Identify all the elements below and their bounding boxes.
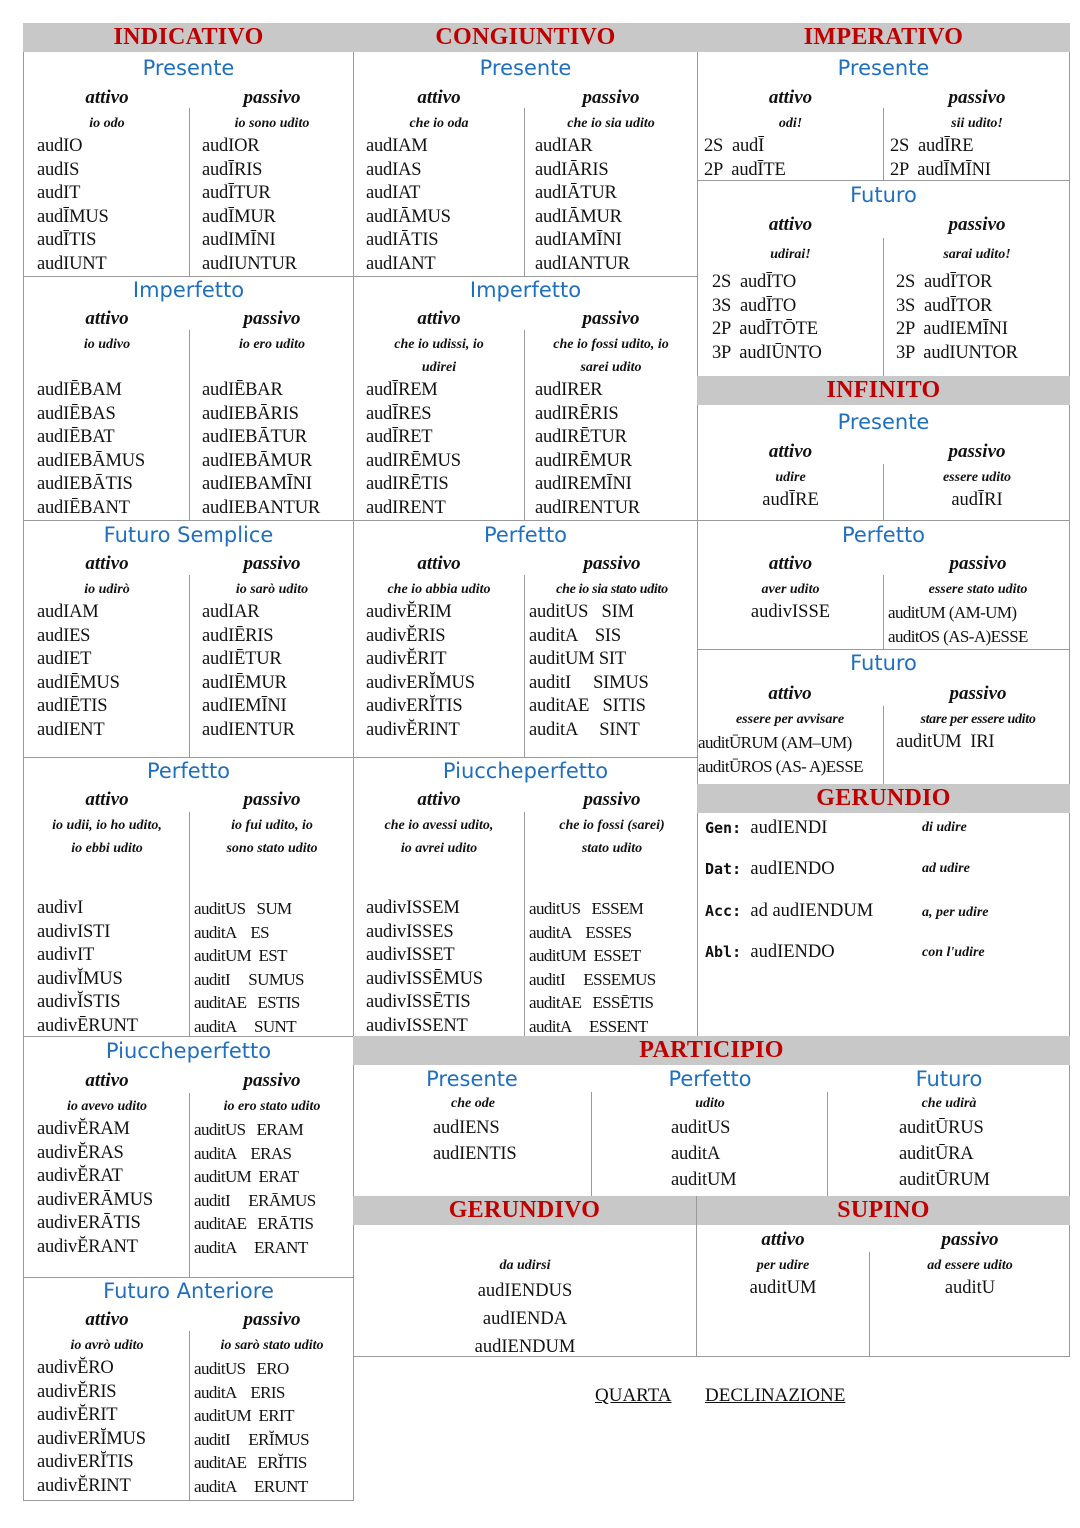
- gerundio-translation: ad udire: [922, 861, 970, 876]
- cong-presente-passivo-forms: audIAR audIĀRIS audIĀTUR audIĀMUR audIAMĪNI audIANTUR: [535, 136, 630, 274]
- ind-piucche-passivo-translation: io ero stato udito: [223, 1099, 321, 1114]
- cong-imperfetto-passivo-forms: audIRER audIRĒRIS audIRĒTUR audIRĒMUR audIREMĪNI audIRENTUR: [535, 380, 640, 518]
- ind-presente-attivo: [27, 84, 187, 276]
- gerundio-form: ad audIENDUM: [750, 901, 874, 921]
- imp-futuro-passivo-forms: 2S audĪTOR 3S audĪTOR 2P audIEMĪNI 3P audIUNTOR: [896, 272, 1018, 363]
- attivo-label: attivo: [85, 789, 129, 810]
- divider: [189, 575, 190, 757]
- ind-perfetto-attivo-forms: audivI audivISTI audivIT audivĬMUS audivĬSTIS audivĒRUNT: [37, 898, 138, 1036]
- gerundio-case-label: Acc:: [705, 902, 742, 920]
- ind-presente-title: Presente: [142, 56, 235, 80]
- divider: [23, 1036, 354, 1037]
- part-presente-title: Presente: [426, 1067, 518, 1091]
- passivo-label: passivo: [583, 553, 641, 574]
- part-perfetto-translation: udito: [695, 1096, 725, 1111]
- ind-futuro-passivo: [192, 550, 352, 742]
- inf-perfetto-attivo-forms: audivISSE: [750, 602, 831, 622]
- part-futuro-translation: che udirà: [921, 1096, 977, 1111]
- divider: [353, 520, 698, 521]
- ind-perfetto-attivo-translation: io udii, io ho udito, io ebbi udito: [52, 818, 162, 856]
- imp-futuro-attivo-translation: udirai!: [770, 247, 811, 262]
- cong-imperfetto-passivo-translation: che io fossi udito, io sarei udito: [553, 337, 669, 375]
- supino-passivo: [870, 1226, 1070, 1301]
- passivo-label: passivo: [949, 683, 1007, 704]
- imp-futuro-passivo-translation: sarai udito!: [943, 247, 1011, 262]
- divider: [524, 108, 525, 276]
- divider: [883, 706, 884, 784]
- cong-perfetto-passivo: [527, 550, 697, 742]
- cong-perfetto-attivo-translation: che io abbia udito: [387, 582, 491, 597]
- inf-presente-attivo: [700, 438, 881, 513]
- imp-presente-passivo: [886, 84, 1068, 182]
- cong-perfetto-attivo-forms: audivĔRIM audivĔRIS audivĔRIT audivERĬMUS audivERĬTIS audivĔRINT: [366, 602, 475, 740]
- divider: [189, 108, 190, 276]
- infinito-header: INFINITO: [697, 376, 1070, 405]
- attivo-label: attivo: [417, 553, 461, 574]
- ind-futant-attivo: [27, 1306, 187, 1498]
- inf-perfetto-passivo-forms: auditUM (AM-UM) auditOS (AS-A)ESSE: [888, 603, 1028, 646]
- inf-futuro-attivo-forms: auditŪRUM (AM–UM) auditŪROS (AS- A)ESSE: [698, 733, 863, 776]
- imp-futuro-passivo: [886, 211, 1068, 365]
- part-presente-translation: che ode: [451, 1096, 495, 1111]
- gerundivo-translation: da udirsi: [499, 1258, 551, 1273]
- inf-presente-passivo-translation: essere udito: [942, 470, 1012, 485]
- cong-piucche-passivo-translation: che io fossi (sarei) stato udito: [559, 818, 665, 856]
- gerundio-case-label: Gen:: [705, 819, 742, 837]
- imp-futuro-attivo: [700, 211, 881, 365]
- part-futuro: [828, 1066, 1070, 1193]
- divider: [189, 1093, 190, 1277]
- ind-futant-passivo: [192, 1306, 352, 1498]
- ind-presente-passivo-translation: io sono udito: [234, 116, 310, 131]
- inf-presente-attivo-translation: udire: [775, 470, 806, 485]
- cong-piucche-attivo-forms: audivISSEM audivISSES audivISSET audivISSĒMUS audivISSĒTIS audivISSENT: [366, 898, 483, 1036]
- ind-piucche-attivo: [27, 1067, 187, 1259]
- divider: [524, 330, 525, 520]
- imp-presente-passivo-forms: 2S audĪRE 2P audĪMĪNI: [890, 136, 991, 180]
- gerundio-translation: di udire: [922, 820, 967, 835]
- cong-perfetto-passivo-translation: che io sia stato udito: [556, 582, 668, 597]
- ind-futant-attivo-forms: audivĔRO audivĔRIS audivĔRIT audivERĬMUS audivERĬTIS audivĔRINT: [37, 1358, 146, 1496]
- attivo-label: attivo: [417, 87, 461, 108]
- inf-futuro-attivo-translation: essere per avvisare: [735, 712, 845, 727]
- gerundio-header: GERUNDIO: [697, 784, 1070, 813]
- attivo-label: attivo: [85, 1070, 129, 1091]
- inf-presente-passivo-forms: audĪRI: [951, 490, 1003, 510]
- cong-perfetto-attivo: [356, 550, 522, 742]
- ind-presente-passivo-forms: audIOR audĪRIS audĪTUR audĪMUR audIMĪNI audIUNTUR: [202, 136, 297, 274]
- divider: [189, 812, 190, 1036]
- attivo-label: attivo: [768, 683, 812, 704]
- supino-attivo: [697, 1226, 869, 1301]
- ind-imperfetto-attivo-forms: audIĒBAM audIĒBAS audIĒBAT audIEBĀMUS audIEBĀTIS audIĒBANT: [37, 380, 145, 518]
- inf-futuro-attivo: [697, 680, 883, 778]
- part-presente: [355, 1066, 591, 1167]
- ind-perfetto-title: Perfetto: [146, 759, 231, 783]
- passivo-label: passivo: [948, 214, 1006, 235]
- cong-presente-attivo-forms: audIAM audIAS audIAT audIĀMUS audIĀTIS audIANT: [366, 136, 451, 274]
- part-perfetto-forms: auditUS auditA auditUM: [671, 1118, 737, 1190]
- cong-imperfetto-attivo-translation: che io udissi, io udirei: [394, 337, 484, 375]
- inf-perfetto-attivo-translation: aver udito: [761, 582, 820, 597]
- passivo-label: passivo: [949, 553, 1007, 574]
- supino-passivo-forms: auditU: [944, 1278, 996, 1298]
- ind-futuro-passivo-forms: audIAR audIĒRIS audIĒTUR audIĒMUR audIEMĪNI audIENTUR: [202, 602, 295, 740]
- gerundio-case-label: Dat:: [705, 860, 742, 878]
- ind-presente-attivo-translation: io odo: [89, 116, 125, 131]
- gerundio-form: audIENDI: [750, 818, 828, 838]
- inf-futuro-title: Futuro: [850, 651, 917, 675]
- attivo-label: attivo: [768, 553, 813, 574]
- passivo-label: passivo: [243, 87, 301, 108]
- passivo-label: passivo: [582, 87, 640, 108]
- ind-futuro-passivo-translation: io sarò udito: [235, 582, 309, 597]
- attivo-label: attivo: [85, 553, 129, 574]
- cong-piucche-attivo: [356, 786, 522, 1038]
- ind-imperfetto-title: Imperfetto: [132, 278, 245, 302]
- part-perfetto-title: Perfetto: [668, 1067, 752, 1091]
- ind-futuro-attivo-translation: io udirò: [84, 582, 130, 597]
- gerundio-acc: [705, 901, 873, 922]
- passivo-label: passivo: [243, 1070, 301, 1091]
- attivo-label: attivo: [768, 441, 813, 462]
- ind-futuro-attivo-forms: audIAM audIES audIET audIĒMUS audIĒTIS audIENT: [37, 602, 120, 740]
- passivo-label: passivo: [948, 441, 1006, 462]
- attivo-label: attivo: [85, 87, 129, 108]
- inf-futuro-passivo-translation: stare per essere udito: [920, 712, 1036, 727]
- congiuntivo-header: CONGIUNTIVO: [353, 23, 698, 52]
- cong-imperfetto-title: Imperfetto: [469, 278, 582, 302]
- inf-perfetto-attivo: [700, 550, 881, 625]
- imp-futuro-attivo-forms: 2S audĪTO 3S audĪTO 2P audĪTŌTE 3P audIŪNTO: [712, 272, 822, 363]
- ind-futant-attivo-translation: io avrò udito: [70, 1338, 144, 1353]
- divider: [883, 108, 884, 180]
- inf-perfetto-passivo: [886, 550, 1070, 648]
- ind-imperfetto-attivo: [27, 305, 187, 520]
- passivo-label: passivo: [948, 87, 1006, 108]
- gerundivo-content: [355, 1254, 695, 1361]
- ind-piucche-passivo-forms: auditUS ERAM auditA ERAS auditUM ERAT auditI ERĀMUS auditAE ERĀTIS auditA ERANT: [194, 1120, 316, 1257]
- attivo-label: attivo: [85, 308, 129, 329]
- footer-declinazione: DECLINAZIONE: [705, 1385, 846, 1406]
- ind-perfetto-passivo: [192, 786, 352, 1038]
- divider: [883, 575, 884, 649]
- divider: [883, 238, 884, 376]
- part-presente-forms: audIENS audIENTIS: [433, 1118, 517, 1164]
- ind-piucche-attivo-translation: io avevo udito: [66, 1099, 148, 1114]
- divider: [524, 575, 525, 757]
- imp-presente-title: Presente: [837, 56, 930, 80]
- cong-piucche-title: Piuccheperfetto: [442, 759, 609, 783]
- divider: [697, 520, 1070, 521]
- inf-futuro-passivo: [886, 680, 1070, 755]
- cong-imperfetto-attivo-forms: audĪREM audĪRES audĪRET audIRĒMUS audIRĒTIS audIRENT: [366, 380, 461, 518]
- cong-perfetto-passivo-forms: auditUS SIM auditA SIS auditUM SIT auditI SIMUS auditAE SITIS auditA SINT: [529, 602, 649, 740]
- inf-presente-passivo: [886, 438, 1068, 513]
- supino-header: SUPINO: [697, 1196, 1070, 1225]
- gerundio-form: audIENDO: [750, 859, 835, 879]
- passivo-label: passivo: [583, 789, 641, 810]
- cong-perfetto-title: Perfetto: [483, 523, 568, 547]
- cong-imperfetto-passivo: [527, 305, 695, 520]
- attivo-label: attivo: [768, 214, 813, 235]
- ind-futuro-title: Futuro Semplice: [103, 523, 274, 547]
- indicativo-header: INDICATIVO: [23, 23, 354, 52]
- passivo-label: passivo: [582, 308, 640, 329]
- part-futuro-forms: auditŪRUS auditŪRA auditŪRUM: [899, 1118, 990, 1190]
- ind-perfetto-passivo-translation: io fui udito, io sono stato udito: [226, 818, 318, 856]
- attivo-label: attivo: [417, 789, 461, 810]
- gerundio-gen: [705, 818, 827, 839]
- ind-piucche-title: Piuccheperfetto: [105, 1039, 272, 1063]
- divider: [524, 812, 525, 1036]
- imperativo-header: IMPERATIVO: [697, 23, 1070, 52]
- cong-piucche-attivo-translation: che io avessi udito, io avrei udito: [384, 818, 494, 856]
- supino-passivo-translation: ad essere udito: [927, 1258, 1013, 1273]
- attivo-label: attivo: [417, 308, 461, 329]
- ind-perfetto-attivo: [25, 786, 189, 1038]
- ind-piucche-attivo-forms: audivĔRAM audivĔRAS audivĔRAT audivERĀMUS audivERĀTIS audivĔRANT: [37, 1119, 153, 1257]
- cong-presente-passivo: [527, 84, 695, 276]
- ind-piucche-passivo: [192, 1067, 352, 1259]
- footer-quarta: QUARTA: [595, 1385, 672, 1406]
- gerundio-translation: a, per udire: [922, 905, 989, 920]
- ind-imperfetto-attivo-translation: io udivo: [83, 337, 131, 352]
- divider: [23, 520, 354, 521]
- passivo-label: passivo: [243, 553, 301, 574]
- attivo-label: attivo: [761, 1229, 805, 1250]
- gerundio-translation: con l'udire: [922, 945, 985, 960]
- gerundio-case-label: Abl:: [705, 943, 742, 961]
- ind-perfetto-passivo-forms: auditUS SUM auditA ES auditUM EST auditI SUMUS auditAE ESTIS auditA SUNT: [194, 899, 304, 1036]
- ind-futuro-attivo: [27, 550, 187, 742]
- cong-presente-attivo: [356, 84, 522, 276]
- gerundivo-forms: audIENDUS audIENDA audIENDUM: [474, 1281, 576, 1357]
- imp-futuro-title: Futuro: [850, 183, 917, 207]
- supino-attivo-forms: auditUM: [749, 1278, 817, 1298]
- attivo-label: attivo: [768, 87, 813, 108]
- part-futuro-title: Futuro: [915, 1067, 983, 1091]
- cong-presente-title: Presente: [479, 56, 572, 80]
- part-perfetto: [592, 1066, 828, 1193]
- ind-imperfetto-passivo-translation: io ero udito: [238, 337, 306, 352]
- ind-futant-passivo-forms: auditUS ERO auditA ERIS auditUM ERIT auditI ERĬMUS auditAE ERĬTIS auditA ERUNT: [194, 1359, 309, 1496]
- imp-presente-attivo: [700, 84, 881, 182]
- cong-piucche-passivo-forms: auditUS ESSEM auditA ESSES auditUM ESSET auditI ESSEMUS auditAE ESSĒTIS auditA ESSENT: [529, 899, 656, 1036]
- imp-presente-attivo-translation: odi!: [778, 116, 803, 131]
- cong-piucche-passivo: [527, 786, 697, 1038]
- participio-header: PARTICIPIO: [353, 1036, 1070, 1065]
- inf-presente-attivo-forms: audĪRE: [762, 490, 819, 510]
- inf-perfetto-title: Perfetto: [841, 523, 926, 547]
- imp-presente-attivo-forms: 2S audĪ 2P audĪTE: [704, 136, 786, 180]
- gerundio-dat: [705, 859, 835, 880]
- imp-presente-passivo-translation: sii udito!: [951, 116, 1003, 131]
- ind-imperfetto-passivo: [192, 305, 352, 520]
- inf-perfetto-passivo-translation: essere stato udito: [928, 582, 1028, 597]
- divider: [189, 1331, 190, 1501]
- ind-futant-passivo-translation: io sarò stato udito: [220, 1338, 324, 1353]
- ind-presente-passivo: [192, 84, 352, 276]
- ind-presente-attivo-forms: audIO audIS audIT audĪMUS audĪTIS audIUNT: [37, 136, 109, 274]
- passivo-label: passivo: [243, 789, 301, 810]
- ind-futant-title: Futuro Anteriore: [103, 1279, 274, 1303]
- gerundio-abl: [705, 942, 835, 963]
- passivo-label: passivo: [243, 308, 301, 329]
- gerundivo-header: GERUNDIVO: [353, 1196, 696, 1225]
- divider: [697, 180, 1070, 181]
- ind-imperfetto-passivo-forms: audIĒBAR audIEBĀRIS audIEBĀTUR audIEBĀMUR audIEBAMĪNI audIEBANTUR: [202, 380, 321, 518]
- cong-presente-passivo-translation: che io sia udito: [567, 116, 655, 131]
- inf-futuro-passivo-forms: auditUM IRI: [896, 732, 995, 752]
- passivo-label: passivo: [243, 1309, 301, 1330]
- cong-imperfetto-attivo: [356, 305, 522, 520]
- inf-presente-title: Presente: [837, 410, 930, 434]
- divider: [883, 464, 884, 520]
- divider: [189, 330, 190, 520]
- gerundio-form: audIENDO: [750, 942, 835, 962]
- supino-attivo-translation: per udire: [756, 1258, 810, 1273]
- attivo-label: attivo: [85, 1309, 129, 1330]
- passivo-label: passivo: [941, 1229, 999, 1250]
- cong-presente-attivo-translation: che io oda: [409, 116, 469, 131]
